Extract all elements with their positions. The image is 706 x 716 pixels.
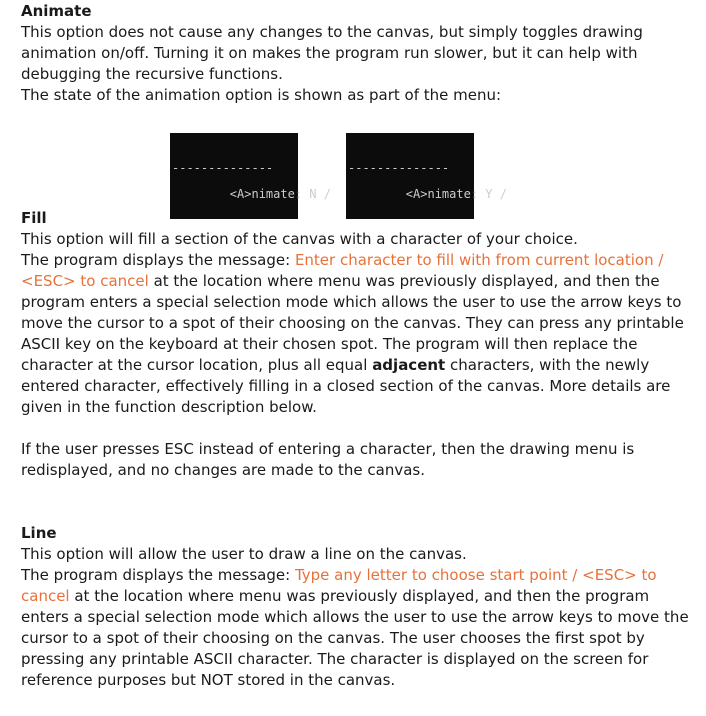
terminal-animate-on [346, 133, 507, 219]
line-line-3 [21, 586, 701, 607]
fill-line-7 [21, 355, 701, 376]
fill-line-8: entered character, effectively filling in a closed section of the canvas. More details are [21, 377, 671, 395]
fill-section [21, 208, 701, 481]
fill-line-7-pre: character at the cursor location, plus all equal [21, 356, 373, 374]
spacer [21, 418, 701, 439]
line-line-2-text: The program displays the message: [21, 566, 295, 584]
line-line-6: pressing any printable ASCII character. The character is displayed on the screen for [21, 650, 649, 668]
animate-line-3: debugging the recursive functions. [21, 65, 283, 83]
fill-message-part-2: <ESC> to cancel [21, 272, 149, 290]
fill-message-part-1: Enter character to fill with from current location / [294, 251, 664, 269]
terminal-divider: -------------- [348, 164, 450, 173]
fill-line-6: ASCII key on the keyboard at their chosen spot. The program will then replace the [21, 335, 638, 353]
animate-line-1: This option does not cause any changes to the canvas, but simply toggles drawing [21, 23, 643, 41]
line-line-3-text: at the location where menu was previously displayed, and then the program [69, 587, 650, 605]
line-heading: Line [21, 524, 57, 542]
line-message-part-1: Type any letter to choose start point / <ESC> to [294, 566, 657, 584]
line-line-7: reference purposes but NOT stored in the canvas. [21, 671, 396, 689]
fill-line-4: program enters a special selection mode which allows the user to use the arrow keys to [21, 293, 682, 311]
fill-esc-line-1: If the user presses ESC instead of entering a character, then the drawing menu is [21, 440, 635, 458]
line-section [21, 523, 701, 691]
fill-heading: Fill [21, 209, 47, 227]
animate-heading: Animate [21, 2, 92, 20]
line-line-5: cursor to a spot of their choosing on the canvas. The user chooses the first spot by [21, 629, 645, 647]
fill-line-9: given in the function description below. [21, 398, 317, 416]
menu-state-examples [21, 106, 701, 208]
animate-line-4: The state of the animation option is shown as part of the menu: [21, 86, 502, 104]
line-line-2 [21, 565, 701, 586]
terminal-animate-off [170, 133, 331, 219]
animate-line-2: animation on/off. Turning it on makes the program run slower, but it can help with [21, 44, 638, 62]
section-spacer [21, 481, 701, 523]
line-line-1: This option will allow the user to draw a line on the canvas. [21, 545, 467, 563]
line-line-4: enters a special selection mode which allows the user to use the arrow keys to move the [21, 608, 689, 626]
animate-section [21, 0, 701, 208]
fill-line-2-text: The program displays the message: [21, 251, 295, 269]
terminal-divider: -------------- [172, 164, 274, 173]
line-message-part-2: cancel [21, 587, 70, 605]
fill-esc-line-2: redisplayed, and no changes are made to the canvas. [21, 461, 425, 479]
fill-adjacent-emphasis: adjacent [372, 356, 446, 374]
fill-line-3-text: at the location where menu was previously displayed, and then the [148, 272, 660, 290]
fill-line-1: This option will fill a section of the canvas with a character of your choice. [21, 230, 578, 248]
fill-line-7-post: characters, with the newly [445, 356, 650, 374]
fill-line-5: move the cursor to a spot of their choosing on the canvas. They can press any printable [21, 314, 684, 332]
fill-line-2 [21, 250, 701, 271]
document [21, 0, 701, 691]
terminal-animate-on-text: <A>nimate: Y / [405, 187, 507, 201]
fill-line-3 [21, 271, 701, 292]
terminal-animate-off-text: <A>nimate: N / [229, 187, 331, 201]
